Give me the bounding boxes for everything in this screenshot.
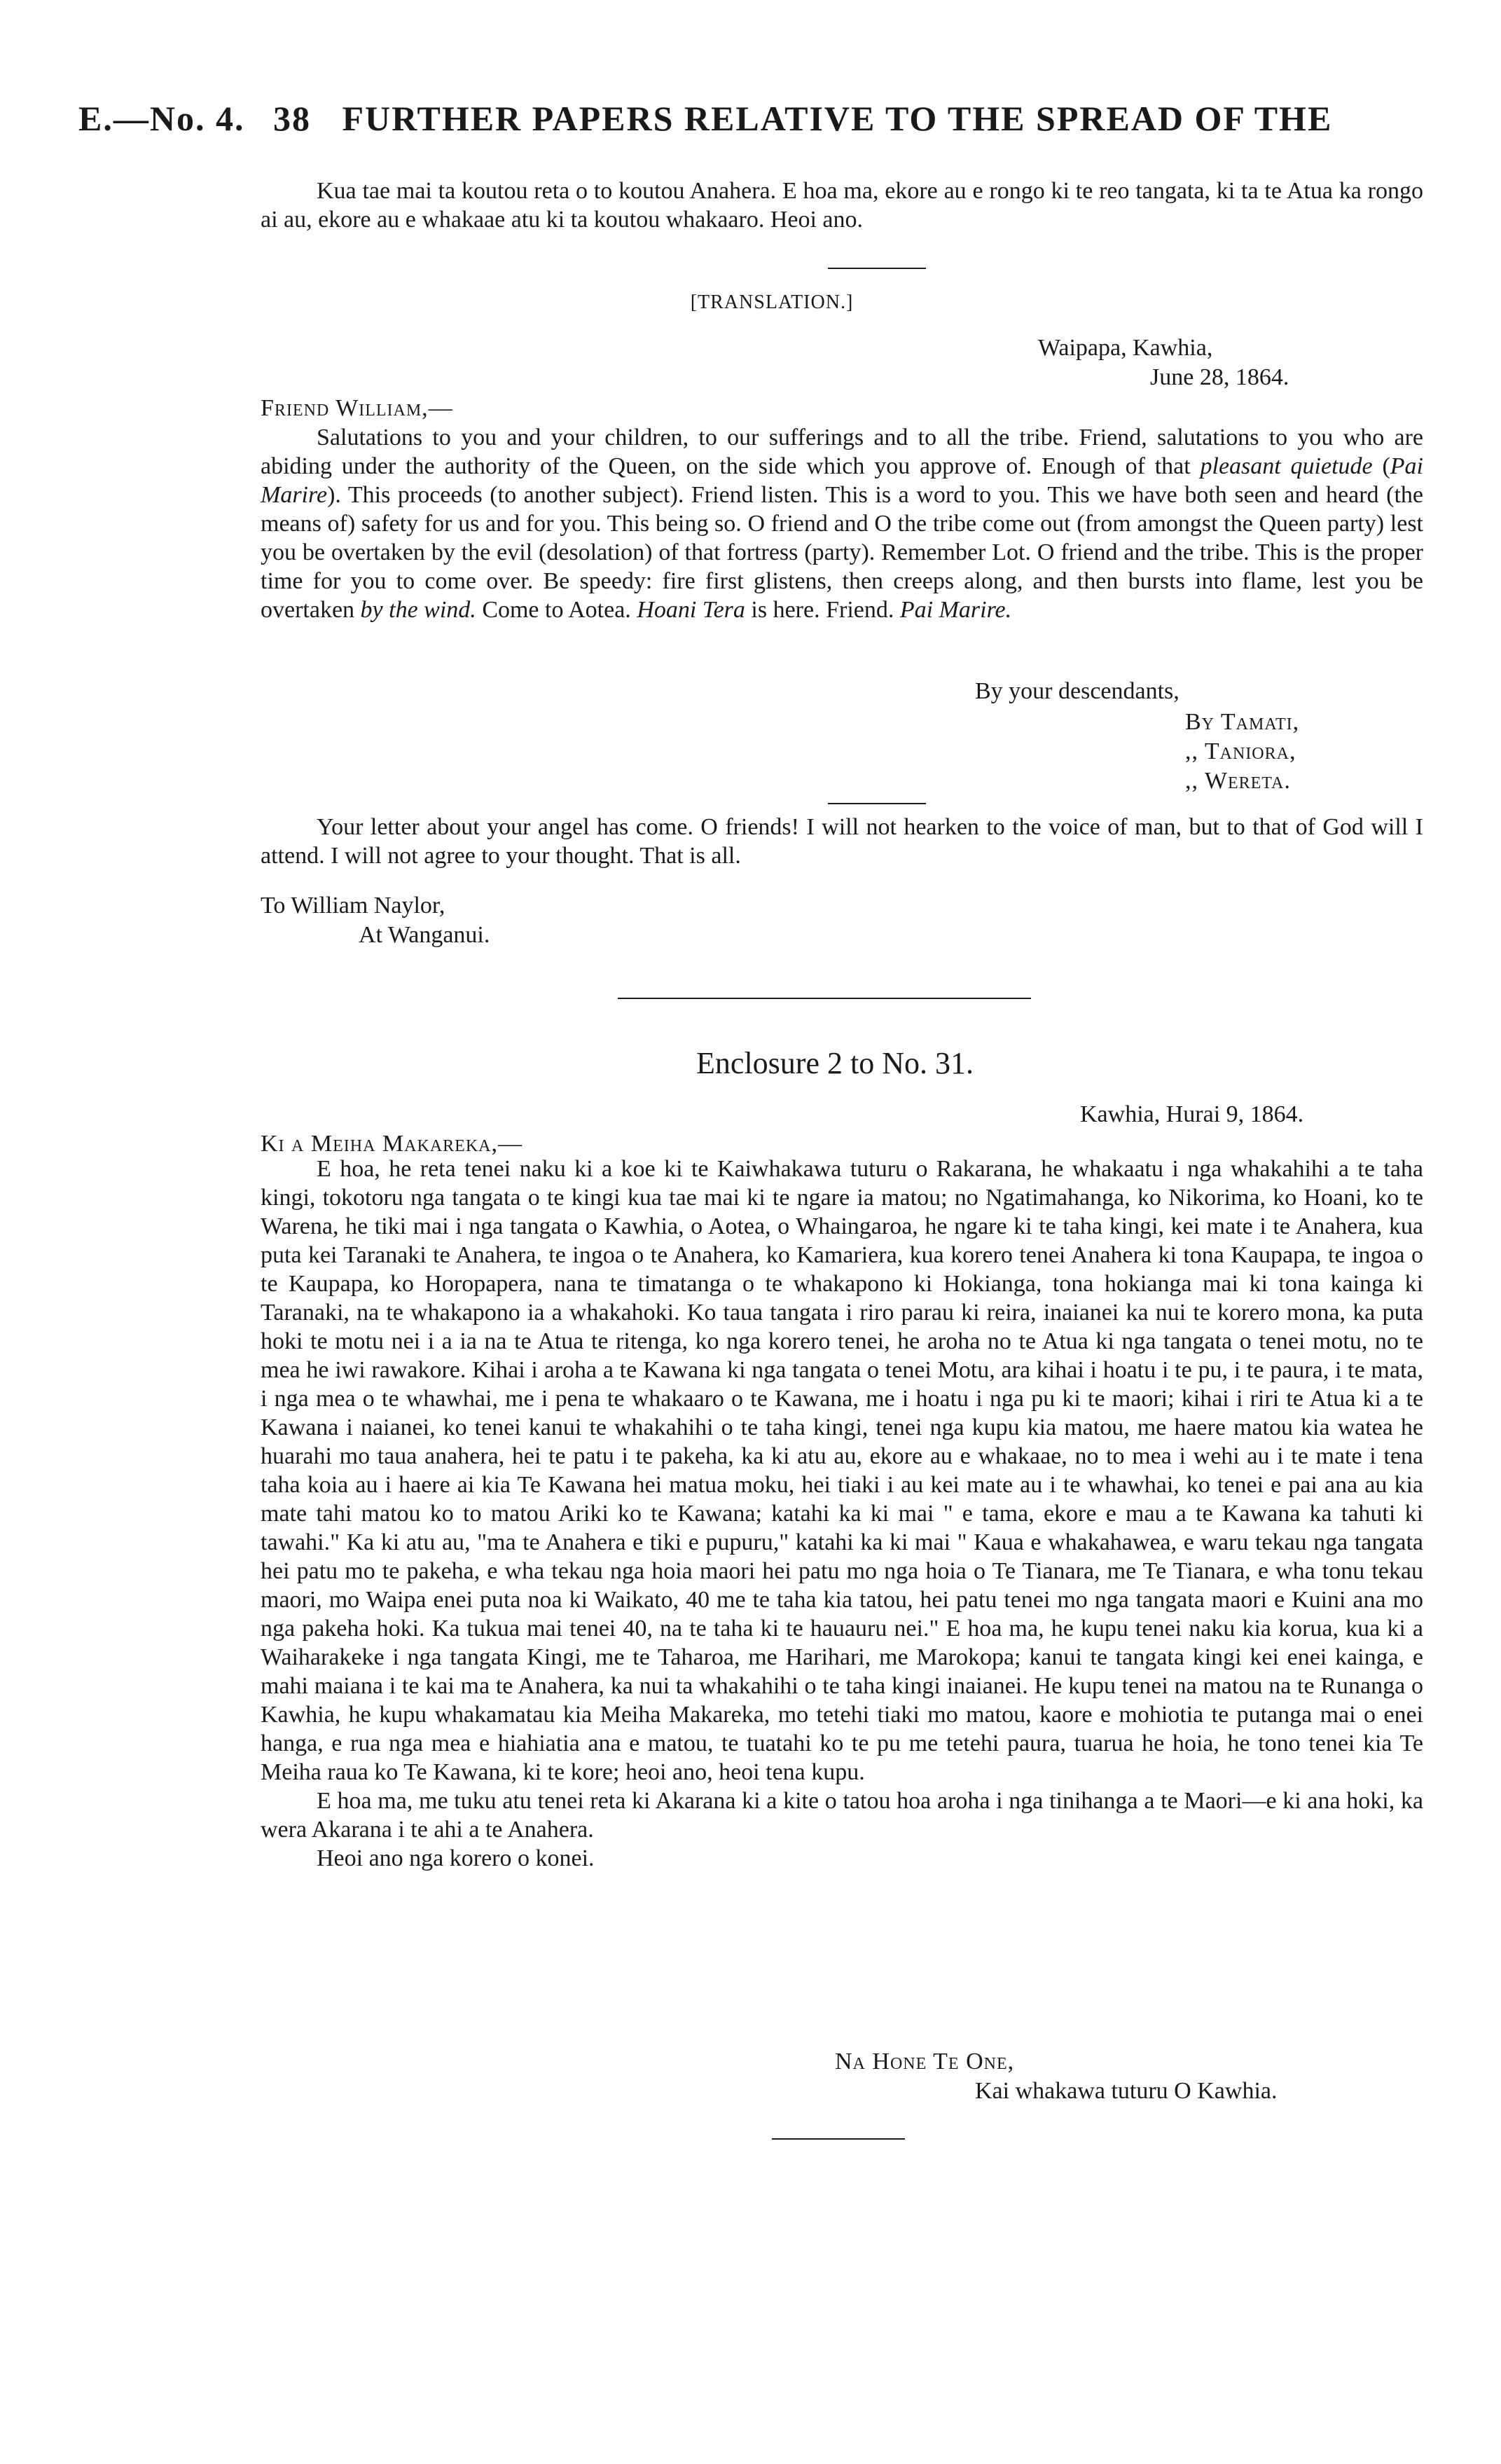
letter-place: Waipapa, Kawhia, xyxy=(1038,335,1213,361)
enclosure-heading: Enclosure 2 to No. 31. xyxy=(696,1046,974,1080)
closing-line: By your descendants, xyxy=(975,678,1180,704)
maori-letter-text: Kua tae mai ta koutou reta o to koutou Anahera. E hoa ma, ekore au e rongo ki te reo tangata, ki ta te Atua ka rongo ai au, ekore au e whakaae atu ki ta koutou whakaaro. Heoi ano. xyxy=(261,178,1423,233)
reply-paragraph: Your letter about your angel has come. O friends! I will not hearken to the voice of man, but to that of God will I attend. I will not agree to your thought. That is all. xyxy=(261,814,1423,869)
paper-reference: E.—No. 4. xyxy=(78,99,245,138)
signatory-2: ,, Taniora, xyxy=(1185,738,1296,764)
enclosure-paragraph-3: Heoi ano nga korero o konei. xyxy=(317,1845,595,1871)
enclosure-paragraph-1: E hoa, he reta tenei naku ki a koe ki te Kaiwhakawa tuturu o Rakarana, he whakaatu i nga whakahihi a te taha kingi, tokotoru nga tangata o te kingi kua tae mai ki te ngare ia matou; no Ngatimahanga, ko Nikorima, ko Hoani, ko te Warena, he tiki mai i nga tangata o Kawhia, o Aotea, o Whaingaroa, he ngare ki te taha kingi, kei mate i te Anahera, kua puta kei Taranaki te Anahera, te ingoa o te Anahera, ko Kamariera, kua korero tenei Anahera ki tona Kaupapa, te ingoa o te Kaupapa, ko Horopapera, nana te timatanga o te whakapono ki Hokianga, tona hokianga mai ki tona kainga ki Taranaki, na te whakapono ia a whakahoki. Ko taua tangata i riro parau ki reira, inaianei ka nui te korero mona, ka puta hoki te motu nei i a ia na te Atua te ritenga, ko nga korero tenei, he aroha no te Atua ki nga tangata o tenei motu, no te mea he iwi rawakore. Kihai i aroha a te Kawana ki nga tangata o tenei Motu, ara kihai i hoatu i te pu, i te paura, i te mata, i nga mea o te whawhai, me i pena te whakaaro o te Kawana, me i hoatu i nga pu ki te maori; kihai i riri te Atua ki a te Kawana i naianei, ko tenei kanui te whakahihi o te taha kingi, tenei nga kupu kia matou, me haere matou kia watea he huarahi mo taua anahera, hei te patu i te pakeha, ka ki atu au, ekore au e whakaae, no to mea i wehi au i te mate i tena taha koia au i haere ai kia Te Kawana hei matua moku, hei tiaki i au kei mate au i te whawhai, ko tenei e pai ana au kia mate tahi matou ko to matou Ariki ko te Kawana; katahi ka ki mai " e tama, ekore e mau a te Kawana ka tahuti ki tawahi." Ka ki atu au, "ma te Anahera e tiki e pupuru," katahi ka ki mai " Kaua e whakahawea, e waru tekau nga tangata hei patu mo te pakeha, e wha tekau nga hoia maori hei patu mo nga hoia o Te Tianara, me Te Tianara, e wha tonu tekau maori, mo Waipa enei puta noa ki Waikato, 40 me te taha kia tatou, hei patu tenei mo nga tangata maori e Kuini ana mo nga pakeha hoki. Ka tukua mai tenei 40, na te taha ki te hauauru nei." E hoa ma, he kupu tenei naku kia korua, kua ki a Waiharakeke i nga tangata Kingi, me te Taharoa, me Harihari, me Marokopa; kanui te tangata kingi kei enei kainga, e mahi maiana i te kai ma te Anahera, ka nui ta whakahihi o te taha kingi inaianei. He kupu tenei na matou na te Runanga o Kawhia, he kupu whakamatau kia Meiha Makareka, mo tetehi tiaki mo matou, kaore e mohiotia te putanga mai o enei hanga, e rua nga mea e hiahiatia ana e matou, te tuatahi ko te pu me tetehi paura, tuarua he hoia, he tono tenei kia Te Meiha raua ko Te Kawana, ki te kore; heoi ano, heoi tena kupu. xyxy=(261,1156,1423,1785)
italic-text: pleasant quietude xyxy=(1200,453,1373,479)
section-divider xyxy=(618,998,1031,999)
enclosure-paragraph-2: E hoa ma, me tuku atu tenei reta ki Akarana ki a kite o tatou hoa aroha i nga tinihanga a te Maori—e ki ana hoki, ka wera Akarana i te ahi a te Anahera. xyxy=(261,1788,1423,1843)
reply-text xyxy=(261,813,1423,870)
letter-salutation: Friend William,— xyxy=(261,395,453,421)
enclosure-place-date: Kawhia, Hurai 9, 1864. xyxy=(1080,1101,1304,1127)
maori-letter-ending xyxy=(261,177,1423,234)
running-title: FURTHER PAPERS RELATIVE TO THE SPREAD OF THE xyxy=(342,99,1333,138)
divider xyxy=(828,803,926,804)
page-number: 38 xyxy=(272,99,311,138)
italic-text: Hoani Tera xyxy=(637,597,745,623)
text-run: ). This proceeds (to another subject). Friend listen. This is a word to you. This we have both seen and heard (the means of) safety for us and for you. This being so. O friend and O the tribe come out (from amongst the Queen party) lest you be overtaken by the evil (desolation) of that fortress (party). Remember Lot. O friend and the tribe. This is the proper time for you to come over. Be speedy: fire first glistens, then creeps along, and then bursts into flame, lest you be overtaken xyxy=(261,482,1423,623)
letter-date: June 28, 1864. xyxy=(1150,364,1289,390)
addressee-place: At Wanganui. xyxy=(359,922,490,948)
addressee-name: To William Naylor, xyxy=(261,893,445,918)
divider xyxy=(828,268,926,269)
text-run: Come to Aotea. xyxy=(476,597,637,623)
italic-text: Pai Marire. xyxy=(899,597,1012,623)
translation-label: [TRANSLATION.] xyxy=(690,291,854,313)
page-header xyxy=(78,98,1451,139)
italic-text: Pai Marire xyxy=(261,453,1423,508)
signature-title: Kai whakawa tuturu O Kawhia. xyxy=(975,2078,1278,2104)
text-run: is here. Friend. xyxy=(745,597,900,623)
translation-body xyxy=(261,423,1423,624)
signature-name: Na Hone Te One, xyxy=(835,2049,1015,2074)
signatory-1: By Tamati, xyxy=(1185,709,1300,735)
enclosure-body xyxy=(261,1155,1423,1873)
signatory-3: ,, Wereta. xyxy=(1185,768,1291,794)
end-divider xyxy=(772,2138,905,2140)
text-run: ( xyxy=(1372,453,1390,479)
text-run: Salutations to you and your children, to our sufferings and to all the tribe. Friend, salutations to you who are abiding under the authority of the Queen, on the side which you approve of. Enough of that xyxy=(261,425,1423,479)
translation-paragraph xyxy=(261,423,1423,624)
italic-text: by the wind. xyxy=(360,597,476,623)
enclosure-salutation: Ki a Meiha Makareka,— xyxy=(261,1131,523,1157)
